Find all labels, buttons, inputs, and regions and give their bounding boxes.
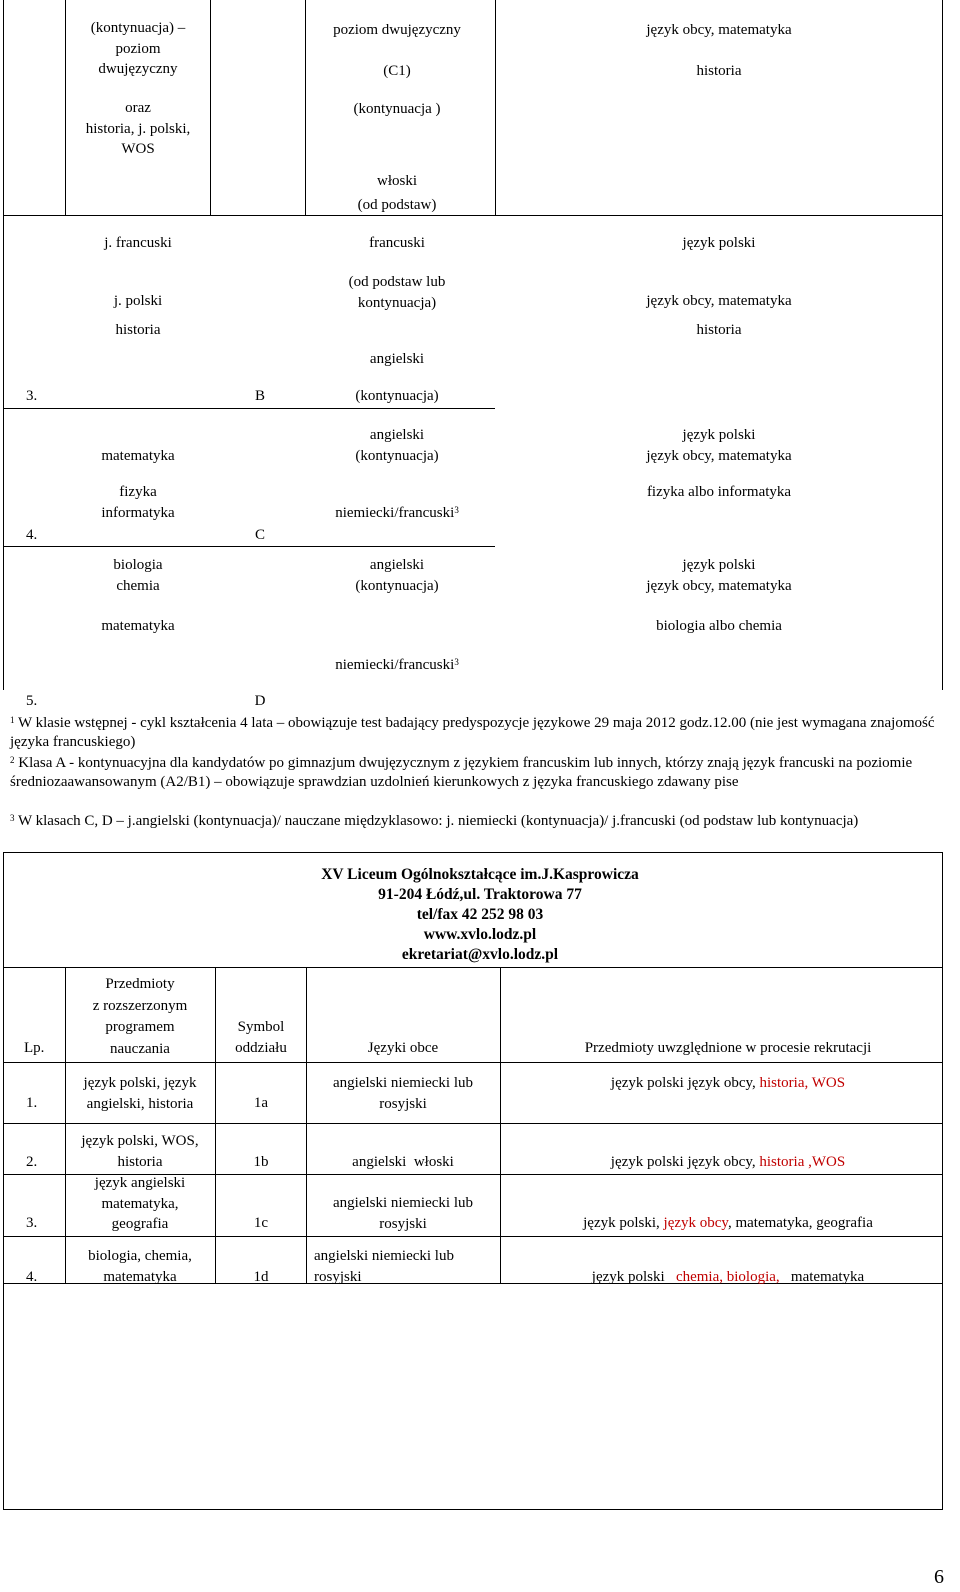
school-header	[300, 865, 660, 965]
cell-text: fizyka informatyka	[101, 484, 175, 521]
cell-text: (kontynuacja )	[353, 101, 441, 117]
row-number: 4.	[26, 1269, 38, 1285]
row-recruitment: język polski chemia, biologia, matematyka	[591, 1269, 865, 1285]
cell-text: angielski (kontynuacja)	[355, 427, 439, 464]
row-recruitment: język polski język obcy, historia, WOS	[610, 1075, 846, 1091]
table-border-left	[3, 0, 4, 690]
row-languages: angielski niemiecki lub rosyjski	[314, 1248, 454, 1285]
cell-text: j. francuski	[104, 235, 172, 251]
table-border-left	[3, 852, 4, 1510]
row-number: 3.	[26, 1215, 38, 1231]
cell-text: biologia albo chemia	[656, 618, 782, 634]
table-border-bottom	[3, 1509, 943, 1510]
column-divider	[65, 0, 66, 215]
row-number: 1.	[26, 1095, 38, 1111]
cell-text: język polski język obcy, matematyka	[646, 427, 792, 464]
cell-text: poziom dwujęzyczny	[333, 22, 461, 38]
cell-text: fizyka albo informatyka	[646, 484, 792, 500]
footnote-2: $^2$ Klasa A - kontynuacyjna dla kandydatów po gimnazjum dwujęzycznym z językiem francuskim lub innych, którzy znają język francuski na poziomie średniozaawansowanym (A2/B1) – obowiązuje sprawdzian uzdolnień kierunkowych z języka francuskiego zdawany pise	[10, 755, 913, 790]
row-symbol: 1c	[253, 1215, 269, 1231]
row-subjects: język polski, język angielski, historia	[83, 1075, 197, 1112]
footnote-1: $^1$ W klasie wstępnej - cykl kształcenia 4 lata – obowiązuje test badający predyspozycje językowe 29 maja 2012 godz.12.00 (nie jest wymagana znajomość języka francuskiego)	[10, 715, 935, 750]
school-email: ekretariat@xvlo.lodz.pl	[401, 946, 559, 963]
cell-text: historia	[696, 63, 742, 79]
cell-text: niemiecki/francuski$^3$	[335, 505, 459, 521]
row-languages: angielski włoski	[352, 1154, 454, 1170]
school-website: www.xvlo.lodz.pl	[423, 926, 537, 943]
class-symbol: B	[254, 388, 266, 404]
row-divider	[3, 1123, 943, 1124]
header-border-bottom	[3, 967, 943, 968]
cell-text: (kontynuacja) – poziom dwujęzyczny	[90, 20, 186, 77]
table-border-right	[942, 0, 943, 690]
column-divider	[210, 0, 211, 215]
row-number: 4.	[26, 527, 38, 543]
cell-text: angielski	[369, 351, 425, 367]
row-subjects: język angielski matematyka, geografia	[94, 1175, 186, 1232]
header-symbol: Symbol oddziału	[235, 1019, 287, 1056]
header-border-top	[3, 852, 943, 853]
row-number: 2.	[26, 1154, 38, 1170]
row-languages: angielski niemiecki lub rosyjski	[333, 1195, 473, 1232]
table-border-right	[942, 852, 943, 1510]
page-number: 6	[934, 1566, 944, 1588]
row-symbol: 1b	[253, 1154, 269, 1170]
cell-text: język obcy, matematyka	[646, 22, 792, 38]
cell-text: włoski (od podstaw)	[357, 173, 437, 213]
row-divider	[3, 1062, 943, 1063]
cell-text: język polski	[682, 235, 756, 251]
header-languages: Języki obce	[367, 1040, 439, 1056]
row-divider	[3, 408, 495, 409]
row-languages: angielski niemiecki lub rosyjski	[333, 1075, 473, 1112]
cell-text: matematyka	[101, 448, 175, 464]
row-symbol: 1d	[253, 1269, 269, 1285]
row-subjects: język polski, WOS, historia	[81, 1133, 199, 1170]
row-number: 5.	[26, 693, 38, 709]
row-number: 3.	[26, 388, 38, 404]
school-address: 91-204 Łódź,ul. Traktorowa 77	[378, 886, 582, 903]
row-subjects: biologia, chemia, matematyka	[88, 1248, 192, 1285]
cell-text: oraz historia, j. polski, WOS	[85, 100, 191, 157]
cell-text: historia	[696, 322, 742, 338]
row-divider	[3, 546, 495, 547]
cell-text: historia	[115, 322, 161, 338]
row-symbol: 1a	[253, 1095, 269, 1111]
cell-text: j. polski	[113, 293, 163, 309]
cell-text: matematyka	[101, 618, 175, 634]
cell-text: język polski język obcy, matematyka	[646, 557, 792, 594]
cell-text: biologia chemia	[113, 557, 163, 594]
header-subjects: Przedmioty z rozszerzonym programem nauczania	[92, 976, 188, 1057]
column-divider	[305, 0, 306, 215]
column-divider	[495, 0, 496, 215]
row-recruitment: język polski, język obcy, matematyka, geografia	[583, 1215, 873, 1231]
footnote-3: $^3$ W klasach C, D – j.angielski (kontynuacja)/ nauczane międzyklasowo: j. niemiecki (kontynuacja)/ j.francuski (od podstaw lub kontynuacja)	[10, 813, 859, 829]
cell-text: (C1)	[383, 63, 411, 79]
cell-text: (kontynuacja)	[355, 388, 439, 404]
class-symbol: C	[254, 527, 266, 543]
school-name: XV Liceum Ogólnokształcące im.J.Kasprowicza	[321, 866, 639, 883]
cell-text: język obcy, matematyka	[646, 293, 792, 309]
cell-text: (od podstaw lub kontynuacja)	[348, 274, 446, 311]
class-symbol: D	[254, 693, 266, 709]
cell-text: niemiecki/francuski$^3$	[335, 657, 459, 673]
row-divider	[3, 215, 943, 216]
row-divider	[3, 1236, 943, 1237]
school-phone: tel/fax 42 252 98 03	[416, 906, 544, 923]
cell-text: francuski	[369, 235, 425, 251]
header-lp: Lp.	[24, 1040, 45, 1056]
row-recruitment: język polski język obcy, historia ,WOS	[610, 1154, 846, 1170]
header-recruitment: Przedmioty uwzględnione w procesie rekrutacji	[584, 1040, 872, 1056]
cell-text: angielski (kontynuacja)	[355, 557, 439, 594]
